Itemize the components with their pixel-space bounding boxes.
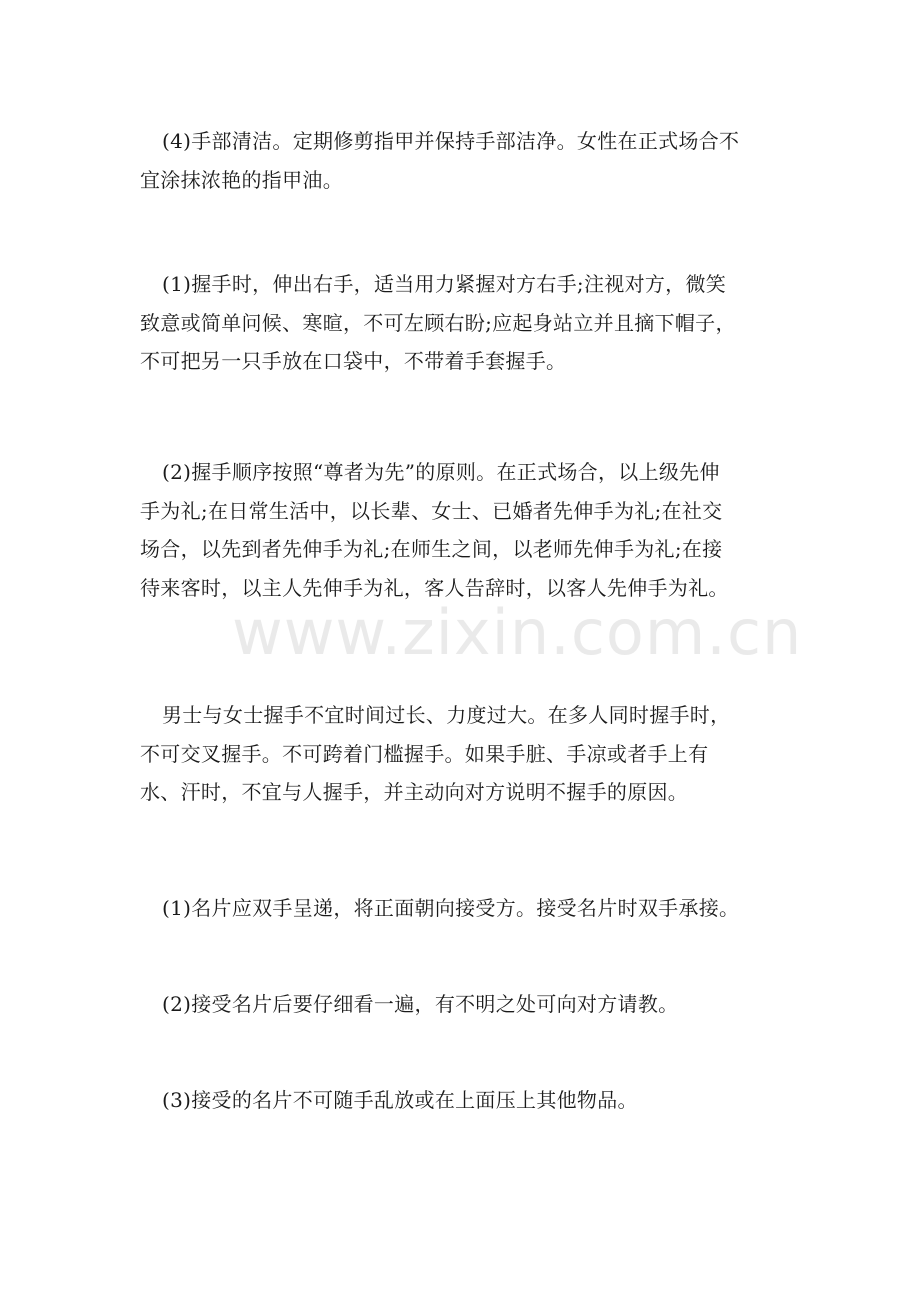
text-line: 宜涂抹浓艳的指甲油。 bbox=[140, 167, 343, 192]
paragraph-card-presenting bbox=[140, 889, 780, 928]
paragraph-card-reading bbox=[140, 985, 780, 1024]
paragraph-handshake-notes bbox=[140, 696, 780, 812]
text-line: (2)握手顺序按照“尊者为先”的原则。在正式场合，以上级先伸 bbox=[162, 460, 720, 484]
paragraph-handshake-order bbox=[140, 453, 780, 607]
text-line: 男士与女士握手不宜时间过长、力度过大。在多人同时握手时， bbox=[162, 703, 731, 727]
text-line: 场合，以先到者先伸手为礼;在师生之间，以老师先伸手为礼;在接 bbox=[140, 537, 723, 561]
text-line: (1)名片应双手呈递，将正面朝向接受方。接受名片时双手承接。 bbox=[162, 896, 740, 920]
text-line: 致意或简单问候、寒暄，不可左顾右盼;应起身站立并且摘下帽子， bbox=[140, 310, 736, 335]
watermark: www.zixin.com.cn bbox=[232, 596, 803, 669]
text-line: 待来客时，以主人先伸手为礼，客人告辞时，以客人先伸手为礼。 bbox=[140, 575, 729, 600]
text-line: 不可把另一只手放在口袋中，不带着手套握手。 bbox=[140, 349, 567, 373]
paragraph-hand-cleaning bbox=[140, 122, 780, 199]
text-line: (4)手部清洁。定期修剪指甲并保持手部洁净。女性在正式场合不 bbox=[162, 129, 740, 153]
text-line: 不可交叉握手。不可跨着门槛握手。如果手脏、手凉或者手上有 bbox=[140, 741, 709, 766]
text-line: (1)握手时，伸出右手，适当用力紧握对方右手;注视对方，微笑 bbox=[162, 272, 727, 296]
text-line: 手为礼;在日常生活中，以长辈、女士、已婚者先伸手为礼;在社交 bbox=[140, 498, 723, 523]
paragraph-card-keeping bbox=[140, 1081, 780, 1120]
paragraph-handshake-manner bbox=[140, 265, 780, 381]
text-line: 水、汗时，不宜与人握手，并主动向对方说明不握手的原因。 bbox=[140, 780, 689, 804]
text-line: (3)接受的名片不可随手乱放或在上面压上其他物品。 bbox=[162, 1088, 638, 1112]
text-line: (2)接受名片后要仔细看一遍，有不明之处可向对方请教。 bbox=[162, 992, 679, 1016]
